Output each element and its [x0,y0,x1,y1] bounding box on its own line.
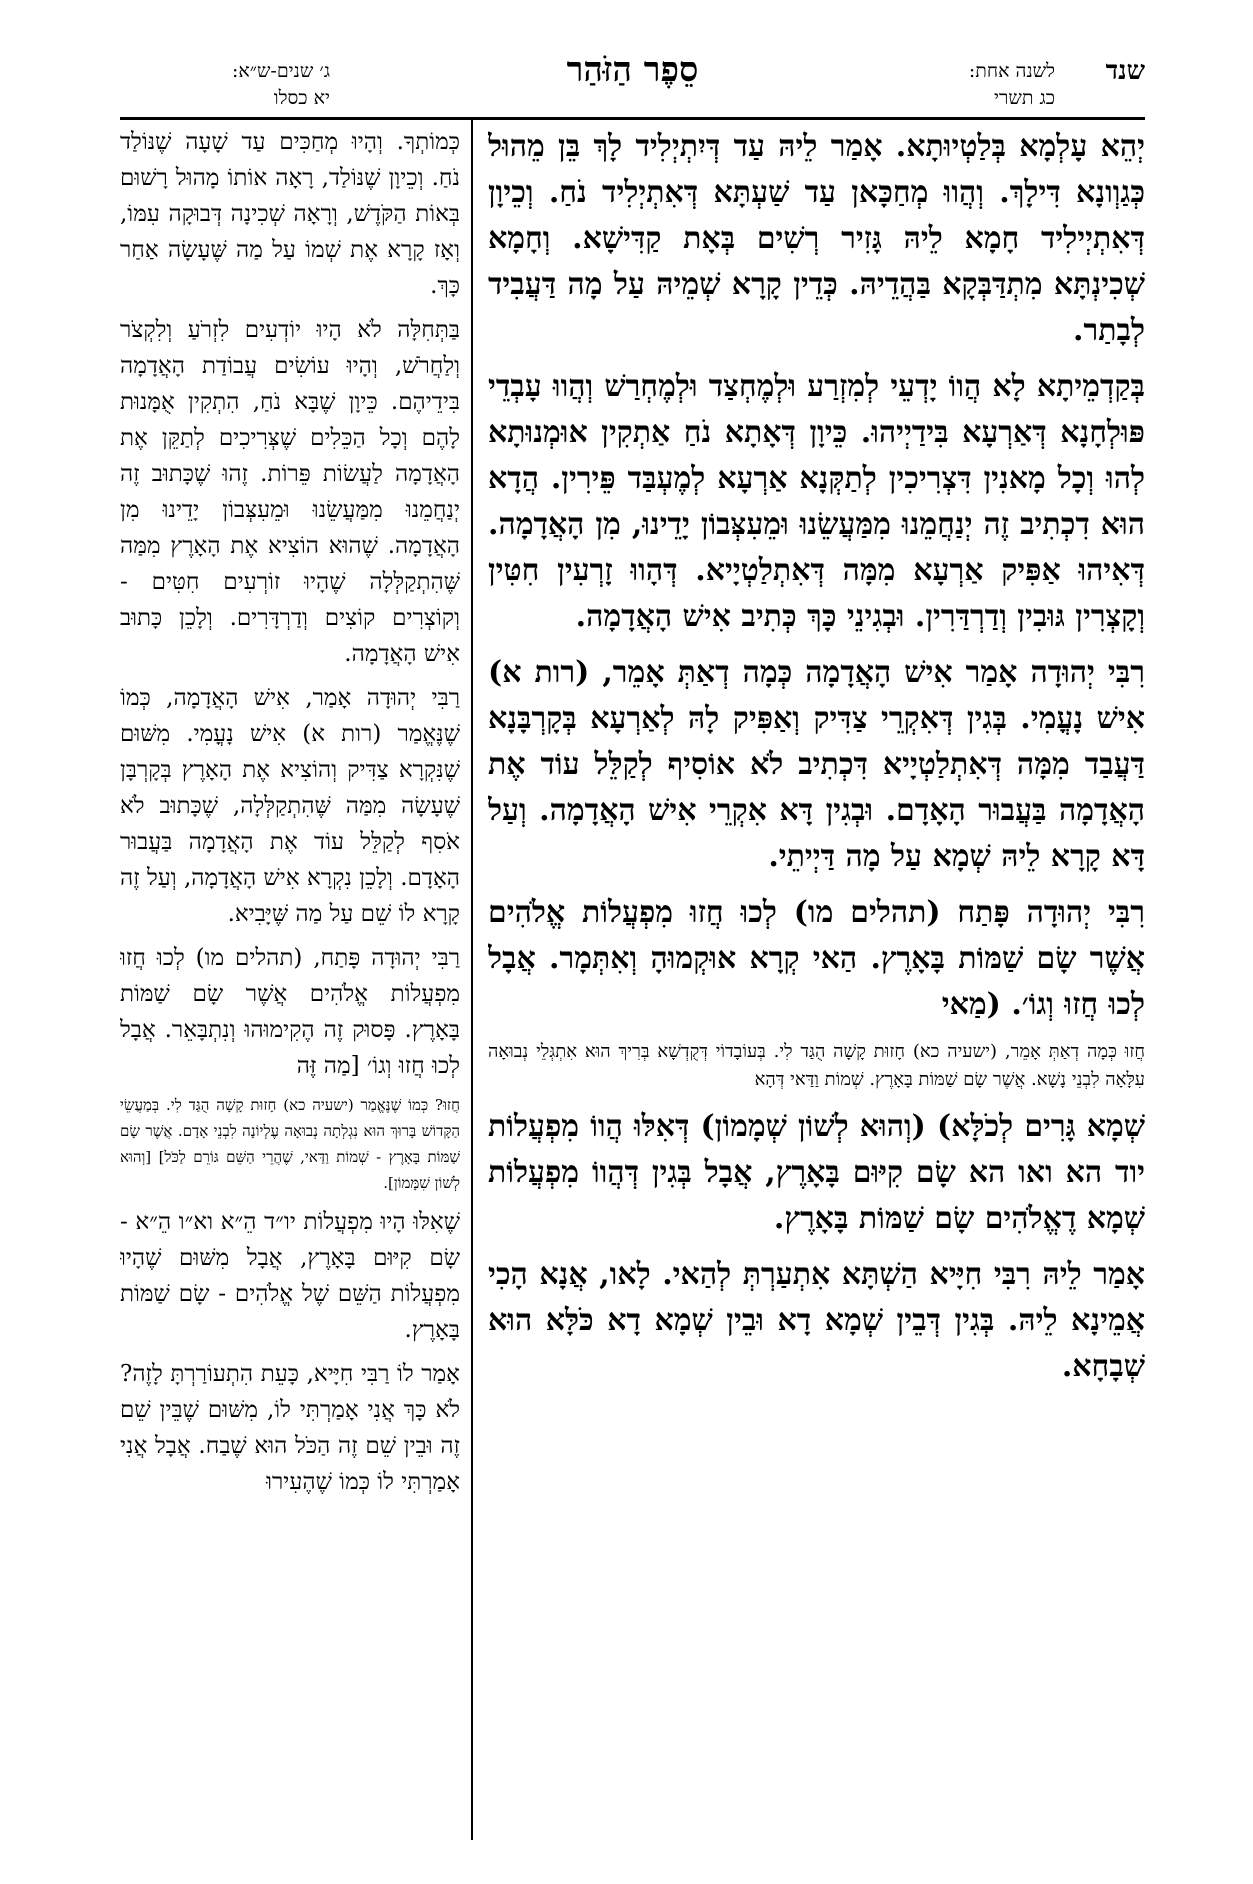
main-paragraph: יְהֵא עָלְמָא בְּלַטְיוּתָא. אָמַר לֵיהּ עַד דְּיִתְיְלִיד לָךְ בֵּן מֵהוּל כְּגַוְונָא דִּילָךְ. וְהֲווּ מְחַכָּאן עַד שַׁעְתָּא דְּאִתְיְלִיד נֹחַ. וְכֵיוָן דְּאִתְיְילִיד חָמָא לֵיהּ גָּזִיר רְשִׁים בְּאָת קַדִּישָׁא. וְחָמָא שְׁכִינְתָּא מִתְדַּבְּקָא בַּהֲדֵיהּ. כְּדֵין קָרָא שְׁמֵיהּ עַל מָה דַּעֲבִיד לְבָתַר. [488,129,1145,348]
hebrew-translation-column [120,124,460,1840]
side-paragraph-bracketed: חֲזוּ? כְּמוֹ שֶׁנֶּאֱמַר (ישעיה כא) חָזוּת קָשָׁה הֻגַּד לִי. בְּמַעֲשֵׂי הַקָּדוֹשׁ בָּרוּךְ הוּא נִגְלְתָה נְבוּאָה עֶלְיוֹנָה לִבְנֵי אָדָם. אֲשֶׁר שָׂם שַׁמּוֹת בָּאָרֶץ - שְׁמוֹת וַדַּאי, שֶׁהֲרֵי הַשֵּׁם גּוֹרֵם לַכֹּל] [וְהוּא לְשׁוֹן שִׁמָּמוֹן]. [120,1096,460,1192]
main-paragraph: שְׁמָא גָּרִים לְכֹלָּא) (וְהוּא לְשׁוֹן שְׁמָמוֹן) דְּאִלּוּ הֲווֹ מִפְעֲלוֹת יוד הא ואו הא שָׂם קִיּוּם בָּאָרֶץ, אֲבָל בְּגִין דְּהֲווֹ מִפְעֲלוֹת שְׁמָא דֶאֱלֹהִים שָׂם שַׁמּוֹת בָּאָרֶץ. [488,1109,1145,1236]
side-paragraph: שֶׁאִלּוּ הָיוּ מִפְעֲלוֹת יו״ד הֵ״א וא״ו הֵ״א - שָׂם קִיּוּם בָּאָרֶץ, אֲבָל מִשּׁוּם שֶׁהָיוּ מִפְעֲלוֹת הַשֵּׁם שֶׁל אֱלֹהִים - שָׂם שַׁמּוֹת בָּאָרֶץ. [120,1209,460,1343]
aramaic-column [488,124,1145,1840]
three-years-label: ג׳ שנים-ש״א: [231,60,330,82]
one-year-date: כג תשרי [994,87,1055,109]
side-paragraph: רַבִּי יְהוּדָה פָּתַח, (תהלים מו) לְכוּ חֲזוּ מִפְעֲלוֹת אֱלֹהִים אֲשֶׁר שָׂם שַׁמּוֹת בָּאָרֶץ. פָּסוּק זֶה הֶקִימוּהוּ וְנִתְבָּאֵר. אֲבָל לְכוּ חֲזוּ וְגוֹ׳ [מַה זֶּה [120,945,460,1079]
book-title: סֵפֶר הַזֹּהַר [566,50,699,90]
side-paragraph: בַּתְּחִלָּה לֹא הָיוּ יוֹדְעִים לִזְרֹעַ וְלִקְצֹר וְלַחֲרֹשׁ, וְהָיוּ עוֹשִׂים עֲבוֹדַת הָאֲדָמָה בִּידֵיהֶם. כֵּיוָן שֶׁבָּא נֹחַ, הִתְקִין אֻמָּנוּת לָהֶם וְכָל הַכֵּלִים שֶׁצְּרִיכִים לְתַקֵּן אֶת הָאֲדָמָה לַעֲשׂוֹת פֵּרוֹת. זֶהוּ שֶׁכָּתוּב זֶה יְנַחֲמֵנוּ מִמַּעֲשֵׂנוּ וּמֵעִצְּבוֹן יָדֵינוּ מִן הָאֲדָמָה. שֶׁהוּא הוֹצִיא אֶת הָאָרֶץ מִמַּה שֶּׁהִתְקַלְּלָה שֶׁהָיוּ זוֹרְעִים חִטִּים - וְקוֹצְרִים קוֹצִים וְדַרְדָּרִים. וְלָכֵן כָּתוּב אִישׁ הָאֲדָמָה. [120,317,460,667]
side-paragraph: אָמַר לוֹ רַבִּי חִיָּיא, כָּעֵת הִתְעוֹרַרְתָּ לָזֶה? לֹא כָּךְ אֲנִי אָמַרְתִּי לוֹ, מִשּׁוּם שֶׁבֵּין שֵׁם זֶה וּבֵין שֵׁם זֶה הַכֹּל הוּא שֶׁבַח. אֲבָל אֲנִי אָמַרְתִּי לוֹ כְּמוֹ שֶׁהֶעִירוּ [120,1361,460,1495]
main-paragraph: בְּקַדְמֵיתָא לָא הֲווֹ יָדְעֵי לְמִזְרַע וּלְמֶחְצַד וּלְמֶחְרַשׁ וְהֲווּ עָבְדֵי פּוּלְחָנָא דְּאַרְעָא בִּידַיְיהוּ. כֵּיוָן דְּאָתָא נֹחַ אַתְקִין אוּמְנוּתָא לְהוּ וְכָל מָאנִין דִּצְרִיכִין לְתַקְּנָא אַרְעָא לְמֶעְבַּד פֵּירִין. הֲדָא הוּא דִכְתִיב זֶה יְנַחֲמֵנוּ מִמַּעֲשֵׂנוּ וּמֵעִצְּבוֹן יָדֵינוּ, מִן הָאֲדָמָה. דְּאִיהוּ אַפִּיק אַרְעָא מִמָּה דְּאִתְלַטְיָיא. דְּהָווּ זָרְעִין חִטִּין וְקָצְרִין גּוּבִין וְדַרְדַּרִין. וּבְגִינֵי כָּךְ כְּתִיב אִישׁ הָאֲדָמָה. [488,369,1145,634]
side-paragraph: רַבִּי יְהוּדָה אָמַר, אִישׁ הָאֲדָמָה, כְּמוֹ שֶׁנֶּאֱמַר (רות א) אִישׁ נָעֳמִי. מִשּׁוּם שֶׁנִּקְרָא צַדִּיק וְהוֹצִיא אֶת הָאָרֶץ בְּקָרְבָּן שֶׁעָשָׂה מִמַּה שֶּׁהִתְקַלְּלָה, שֶׁכָּתוּב לֹא אֹסִף לְקַלֵּל עוֹד אֶת הָאֲדָמָה בַּעֲבוּר הָאָדָם. וְלָכֵן נִקְרָא אִישׁ הָאֲדָמָה, וְעַל זֶה קָרָא לוֹ שֵׁם עַל מַה שֶּׁיָּבִיא. [120,685,460,927]
page-header [120,48,1145,116]
daily-schedule-three-years [120,58,330,112]
main-paragraph-bracketed: חֲזוּ כְּמָה דְאַתְּ אָמֵר, (ישעיה כא) חָזוּת קָשָׁה הֻגַּד לִי. בְּעוֹבָדוֹי דְּקֻדְשָׁא בְּרִיךְ הוּא אִתְגְּלֵי נְבוּאָה עִלָּאָה לִבְנֵי נָשָׁא. אֲשֶׁר שָׂם שַׁמּוֹת בָּאָרֶץ. שְׁמוֹת וַדַּאי דְּהָא [488,1041,1145,1090]
three-years-date: יא כסלו [273,87,330,109]
side-paragraph: כְּמוֹתְךָ. וְהָיוּ מְחַכִּים עַד שָׁעָה שֶׁנּוֹלַד נֹחַ. וְכֵיוָן שֶׁנּוֹלַד, רָאָה אוֹתוֹ מָהוּל רָשׁוּם בְּאוֹת הַקֹּדֶשׁ, וְרָאָה שְׁכִינָה דְּבוּקָה עִמּוֹ, וְאָז קָרָא אֶת שְׁמוֹ עַל מַה שֶּׁעָשָׂה אַחַר כָּךְ. [120,129,460,299]
main-paragraph: רִבִּי יְהוּדָה אָמַר אִישׁ הָאֲדָמָה כְּמָה דְאַתְּ אָמֵר, (רות א) אִישׁ נָעֳמִי. בְּגִין דְּאִקְרֵי צַדִּיק וְאַפִּיק לָהּ לְאַרְעָא בְּקָרְבָּנָא דַּעֲבַד מִמָּה דְּאִתְלַטְיָיא דִּכְתִיב לֹא אוֹסִיף לְקַלֵּל עוֹד אֶת הָאֲדָמָה בַּעֲבוּר הָאָדָם. וּבְגִין דָּא אִקְרֵי אִישׁ הָאֲדָמָה. וְעַל דָּא קָרָא לֵיהּ שְׁמָא עַל מָה דַּיְיתֵי. [488,655,1145,874]
header-rule [120,117,1145,120]
main-paragraph: רִבִּי יְהוּדָה פָּתַח (תהלים מו) לְכוּ חֲזוּ מִפְעֲלוֹת אֱלֹהִים אֲשֶׁר שָׂם שַׁמּוֹת בָּאָרֶץ. הַאי קְרָא אוּקְמוּהָ וְאִתְּמָר. אֲבָל לְכוּ חֲזוּ וְגוֹ׳. (מַאי [488,895,1145,1022]
page-label: שנד [1105,56,1145,86]
one-year-label: לשנה אחת: [968,60,1055,82]
column-divider [471,120,473,1840]
main-paragraph: אָמַר לֵיהּ רִבִּי חִיָּיא הַשְׁתָּא אִתְעַרְתְּ לְהַאי. לָאו, אֲנָא הָכִי אֲמֵינָא לֵיהּ. בְּגִין דְּבֵין שְׁמָא דָא וּבֵין שְׁמָא דָא כֹּלָּא הוּא שְׁבָחָא. [488,1257,1145,1384]
